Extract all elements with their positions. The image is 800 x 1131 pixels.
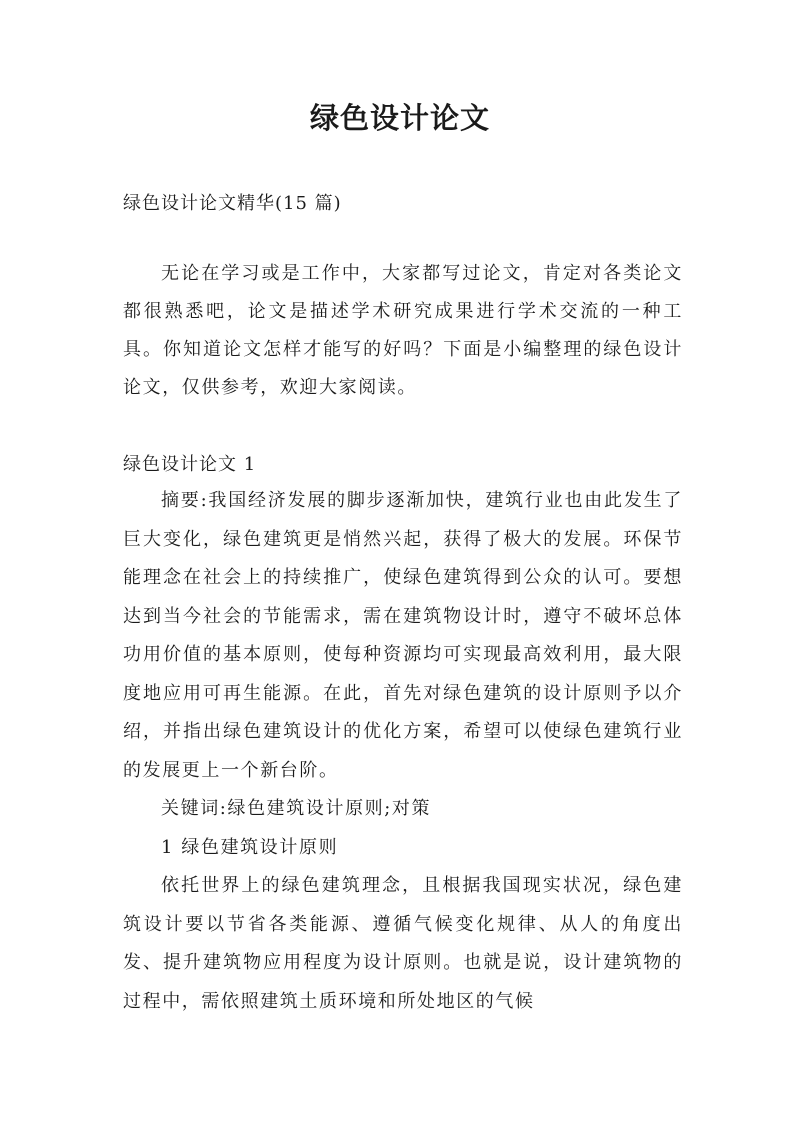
page-title: 绿色设计论文 (309, 101, 490, 135)
intro-paragraph: 无论在学习或是工作中，大家都写过论文，肯定对各类论文都很熟悉吧，论文是描述学术研究成果进行学术交流的一种工具。你知道论文怎样才能写的好吗？下面是小编整理的绿色设计论文，仅供参考，欢迎大家阅读。 (123, 263, 683, 398)
body-paragraph: 依托世界上的绿色建筑理念，且根据我国现实状况，绿色建筑设计要以节省各类能源、遵循气候变化规律、从人的角度出发、提升建筑物应用程度为设计原则。也就是说，设计建筑物的过程中，需依照建筑土质环境和所处地区的气候 (123, 875, 683, 1012)
keywords-paragraph: 关键词:绿色建筑设计原则;对策 (161, 798, 432, 819)
abstract-paragraph: 摘要:我国经济发展的脚步逐渐加快，建筑行业也由此发生了巨大变化，绿色建筑更是悄然兴起，获得了极大的发展。环保节能理念在社会上的持续推广，使绿色建筑得到公众的认可。要想达到当今社会的节能需求，需在建筑物设计时，遵守不破坏总体功用价值的基本原则，使每种资源均可实现最高效利用，最大限度地应用可再生能源。在此，首先对绿色建筑的设计原则予以介绍，并指出绿色建筑设计的优化方案，希望可以使绿色建筑行业的发展更上一个新台阶。 (123, 490, 683, 781)
section-body (123, 482, 683, 1021)
subheading-paragraph: 1 绿色建筑设计原则 (161, 836, 339, 858)
document-subtitle: 绿色设计论文精华(15 篇) (123, 193, 342, 214)
section-heading: 绿色设计论文 1 (123, 454, 257, 475)
